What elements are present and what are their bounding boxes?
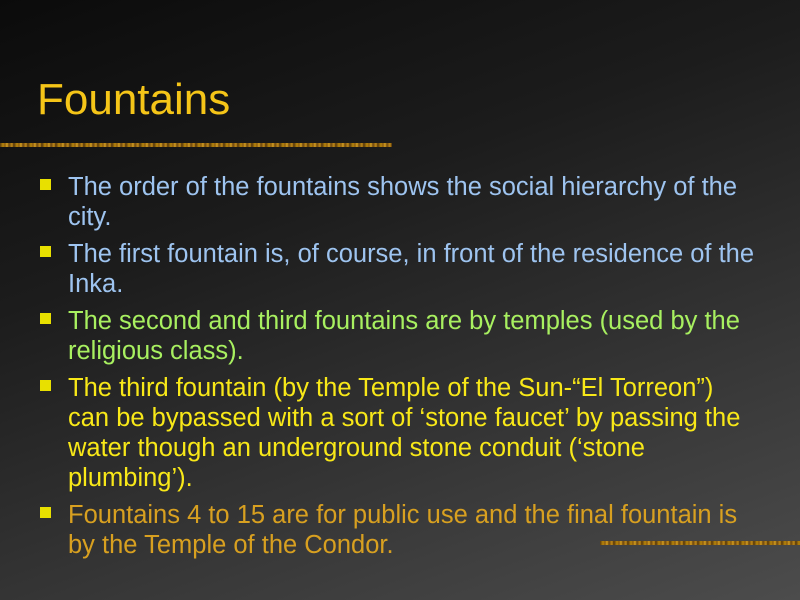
footer-divider [600,541,800,545]
bullet-text: The order of the fountains shows the social hierarchy of the city. [68,173,738,231]
bullet-text: Fountains 4 to 15 are for public use and the final fountain is by the Temple of the Condor. [68,501,738,559]
square-bullet-icon [40,313,51,324]
bullet-item [38,239,758,299]
bullet-item [38,373,758,493]
bullet-list [38,172,758,567]
square-bullet-icon [40,507,51,518]
bullet-text: The first fountain is, of course, in front of the residence of the Inka. [68,240,755,298]
title-divider [0,143,392,147]
bullet-item [38,306,758,366]
bullet-item [38,500,758,560]
bullet-text: The second and third fountains are by temples (used by the religious class). [68,307,740,365]
square-bullet-icon [40,179,51,190]
bullet-item [38,172,758,232]
square-bullet-icon [40,380,51,391]
square-bullet-icon [40,246,51,257]
bullet-text: The third fountain (by the Temple of the Sun-“El Torreon”) can be bypassed with a sort of ‘stone faucet’ by passing the water though an underground stone conduit (‘stone plumbing’). [68,374,741,492]
slide-title: Fountains [37,75,231,124]
